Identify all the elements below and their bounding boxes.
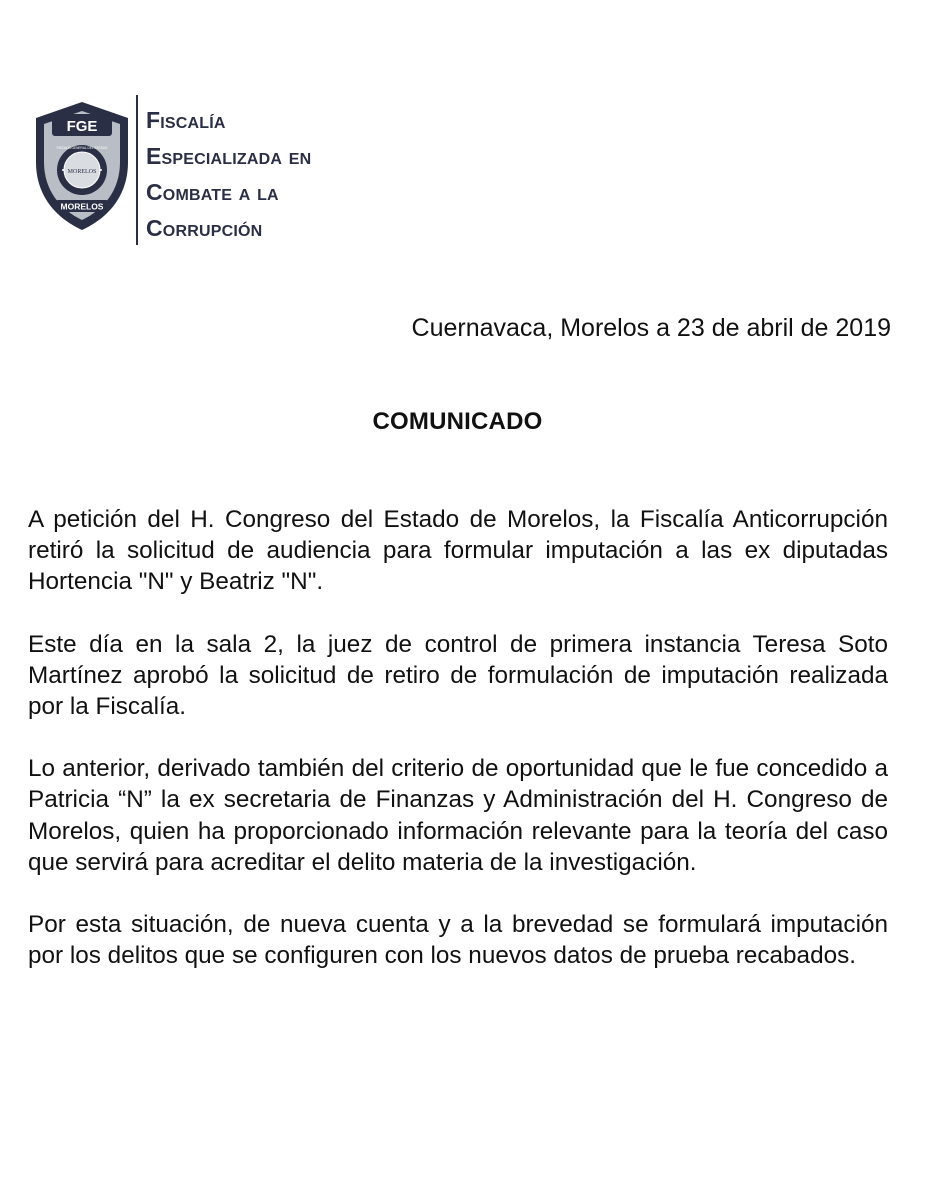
org-name-line-1: Fiscalía (146, 107, 226, 133)
badge-inner-text: MORELOS (67, 169, 97, 175)
badge-ring-text: FISCALÍA GENERAL DEL ESTADO (56, 146, 108, 150)
document-title: COMUNICADO (372, 408, 543, 435)
document-body (28, 504, 888, 1002)
org-name-line-3: Combate a la (146, 179, 279, 205)
organization-name (146, 102, 376, 246)
place-and-date: Cuernavaca, Morelos a 23 de abril de 2019 (411, 314, 891, 342)
badge-top-label: FGE (66, 118, 98, 135)
paragraph-4: Por esta situación, de nueva cuenta y a la brevedad se formulará imputación por los delitos que se configuren con los nuevos datos de prueba recabados. (28, 911, 888, 970)
badge-bottom-label: MORELOS (60, 201, 104, 212)
org-name-line-2: Especializada en (146, 143, 312, 169)
fge-badge-logo (30, 100, 134, 232)
paragraph-1: A petición del H. Congreso del Estado de Morelos, la Fiscalía Anticorrupción retiró la solicitud de audiencia para formular imputación a las ex diputadas Hortencia "N" y Beatriz "N". (28, 506, 888, 596)
paragraph-3: Lo anterior, derivado también del criterio de oportunidad que le fue concedido a Patricia “N” la ex secretaria de Finanzas y Administración del H. Congreso de Morelos, quien ha proporcionado información relevante para la teoría del caso que servirá para acreditar el delito materia de la investigación. (28, 755, 888, 876)
org-name-line-4: Corrupción (146, 215, 263, 241)
paragraph-2: Este día en la sala 2, la juez de control de primera instancia Teresa Soto Martínez aprobó la solicitud de retiro de formulación de imputación realizada por la Fiscalía. (28, 630, 888, 721)
header-divider (136, 95, 138, 245)
letterhead (30, 90, 370, 250)
